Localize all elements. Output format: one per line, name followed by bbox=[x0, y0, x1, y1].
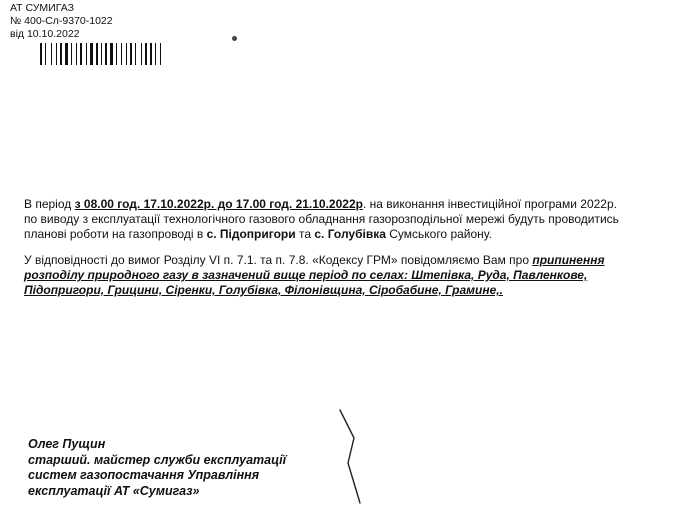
signer-title-line-3: експлуатації АТ «Сумигаз» bbox=[28, 483, 200, 498]
barcode-bar bbox=[143, 43, 144, 65]
barcode-bar bbox=[121, 43, 122, 65]
barcode-bar bbox=[118, 43, 120, 65]
barcode-bar bbox=[83, 43, 85, 65]
barcode-bar bbox=[86, 43, 87, 65]
barcode-bar bbox=[43, 43, 44, 65]
barcode-bar bbox=[69, 43, 70, 65]
barcode-bar bbox=[145, 43, 147, 65]
barcode-bar bbox=[128, 43, 129, 65]
text: Сумського району. bbox=[385, 227, 492, 241]
text: В період bbox=[24, 197, 75, 211]
signer-title-line-2: систем газопостачання Управління bbox=[28, 468, 260, 482]
signer-title-line-1: старший. майстер служби експлуатації bbox=[28, 452, 287, 467]
text: У відповідності до вимог Розділу VI п. 7.1. та п. 7.8. «Кодексу ГРМ» повідомляємо Вам про bbox=[24, 253, 533, 267]
barcode-bar bbox=[126, 43, 127, 65]
signature-block bbox=[28, 437, 286, 499]
barcode-bar bbox=[56, 43, 57, 65]
barcode-bar bbox=[80, 43, 82, 65]
document-date: від 10.10.2022 bbox=[10, 28, 80, 40]
barcode bbox=[40, 43, 200, 65]
company-name: АТ СУМИГАЗ bbox=[10, 2, 74, 14]
barcode-bar bbox=[135, 43, 136, 65]
barcode-bar bbox=[110, 43, 113, 65]
barcode-bar bbox=[58, 43, 59, 65]
barcode-bar bbox=[150, 43, 152, 65]
barcode-bar bbox=[155, 43, 156, 65]
document-number: № 400-Сл-9370-1022 bbox=[10, 15, 113, 27]
barcode-bar bbox=[153, 43, 154, 65]
paragraph-notice bbox=[24, 253, 605, 298]
barcode-bar bbox=[94, 43, 95, 65]
barcode-bar bbox=[40, 43, 42, 65]
pen-mark bbox=[330, 408, 390, 508]
barcode-bar bbox=[45, 43, 46, 65]
paragraph-notice-line-2: розподілу природного газу в зазначений вище період по селах: Штепівка, Руда, Павленкове, bbox=[24, 268, 588, 282]
work-period: з 08.00 год. 17.10.2022р. до 17.00 год. 21.10.2022р bbox=[74, 197, 363, 211]
barcode-bar bbox=[78, 43, 79, 65]
paragraph-schedule bbox=[24, 197, 619, 242]
barcode-bar bbox=[76, 43, 77, 65]
barcode-bar bbox=[162, 43, 163, 65]
barcode-bar bbox=[53, 43, 55, 65]
barcode-bar bbox=[116, 43, 117, 65]
barcode-bar bbox=[96, 43, 98, 65]
text: та bbox=[295, 227, 315, 241]
barcode-bar bbox=[60, 43, 62, 65]
text: планові роботи на газопроводі в bbox=[24, 227, 207, 241]
barcode-bar bbox=[130, 43, 132, 65]
text: . на виконання інвестиційної програми 2022р. bbox=[362, 197, 617, 211]
scan-smudge bbox=[232, 36, 237, 41]
barcode-bar bbox=[105, 43, 107, 65]
barcode-bar bbox=[71, 43, 72, 65]
barcode-bar bbox=[90, 43, 93, 65]
barcode-bar bbox=[103, 43, 104, 65]
village-name: с. Голубівка bbox=[314, 227, 386, 241]
signer-name: Олег Пущин bbox=[28, 437, 106, 451]
barcode-bar bbox=[88, 43, 89, 65]
barcode-bar bbox=[133, 43, 134, 65]
barcode-bar bbox=[47, 43, 50, 65]
barcode-bar bbox=[114, 43, 115, 65]
barcode-bar bbox=[101, 43, 102, 65]
barcode-bar bbox=[157, 43, 159, 65]
suspension-text: припинення bbox=[532, 253, 605, 267]
paragraph-notice-line-3: Підопригори, Грицини, Сіренки, Голубівка, Філонівщина, Сіробабине, Грамине,. bbox=[24, 283, 503, 297]
paragraph-schedule-line-2: по виводу з експлуатації технологічного газового обладнання газорозподільної мережі будуть проводитись bbox=[24, 212, 619, 226]
barcode-bar bbox=[65, 43, 68, 65]
barcode-bar bbox=[108, 43, 109, 65]
barcode-bar bbox=[99, 43, 100, 65]
paragraph-schedule-line-1 bbox=[24, 197, 619, 212]
barcode-bar bbox=[137, 43, 140, 65]
paragraph-notice-line-1 bbox=[24, 253, 605, 268]
village-name: с. Підопригори bbox=[206, 227, 296, 241]
barcode-bar bbox=[160, 43, 161, 65]
barcode-bar bbox=[123, 43, 125, 65]
barcode-bar bbox=[63, 43, 64, 65]
barcode-bar bbox=[148, 43, 149, 65]
barcode-bar bbox=[51, 43, 52, 65]
document-header bbox=[10, 2, 113, 41]
barcode-bar bbox=[73, 43, 75, 65]
barcode-bar bbox=[141, 43, 142, 65]
paragraph-schedule-line-3 bbox=[24, 227, 619, 242]
